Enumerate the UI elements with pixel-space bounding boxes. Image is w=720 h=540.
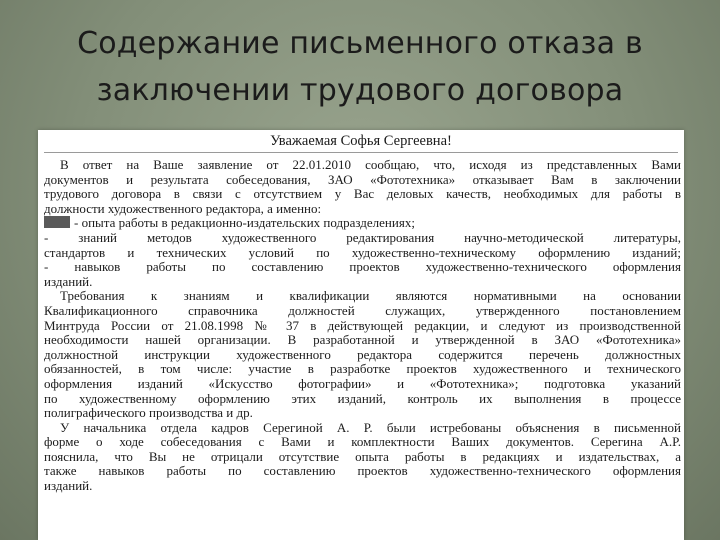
letter-line: по художественному оформлению этих изданий, контроль их выполнения в процессе — [44, 391, 681, 406]
letter-line: должностной инструкции художественного редактора содержится перечень должностных — [44, 347, 681, 362]
slide-title — [20, 20, 700, 114]
letter-line: Минтруда России от 21.08.1998 № 37 в действующей редакции, и следуют из производственной — [44, 318, 681, 333]
letter-line: стандартов и технических условий по художественно-техническому оформлению изданий; — [44, 245, 681, 260]
letter-line: - навыков работы по составлению проектов художественно-технического оформления — [44, 260, 681, 275]
letter-line: изданий. — [44, 274, 93, 289]
letter-line: полиграфического производства и др. — [44, 406, 253, 421]
letter-line: также навыков работы по составлению проектов художественно-технического оформления — [44, 464, 681, 479]
redaction-mark — [44, 216, 70, 228]
letter-line: - знаний методов художественного редактирования научно-методической литературы, — [44, 230, 681, 245]
letter-line: изданий. — [44, 479, 93, 494]
slide-title-line-2: заключении трудового договора — [96, 73, 624, 108]
letter-line: Требования к знаниям и квалификации являются нормативными на основании — [60, 289, 681, 304]
letter-line-redacted — [44, 216, 681, 231]
letter-line: должности художественного редактора, а именно: — [44, 201, 322, 216]
letter-line: У начальника отдела кадров Серегиной А. Р. были истребованы объяснения в письменной — [60, 420, 681, 435]
letter-body — [38, 153, 684, 494]
slide-title-line-1: Содержание письменного отказа в — [77, 26, 643, 61]
letter-line-text: - опыта работы в редакционно-издательских подразделениях; — [74, 216, 415, 231]
letter-line: документов и результата собеседования, ЗАО «Фототехника» отказывает Вам в заключении — [44, 172, 681, 187]
letter-document — [38, 130, 684, 540]
letter-line: необходимости нашей организации. В разработанной и утвержденной в ЗАО «Фототехника» — [44, 333, 681, 348]
letter-line: форме о ходе собеседования с Вами и комплектности Ваших документов. Серегина А.Р. — [44, 435, 681, 450]
letter-line: оформления изданий «Искусство фотографии» и «Фототехника»; подготовка указаний — [44, 376, 681, 391]
letter-line: В ответ на Ваше заявление от 22.01.2010 сообщаю, что, исходя из представленных Вами — [60, 158, 681, 172]
letter-line: трудового договора в связи с отсутствием у Вас деловых качеств, необходимых для работы в — [44, 187, 681, 202]
letter-salutation: Уважаемая Софья Сергеевна! — [44, 130, 678, 153]
letter-line: обязанностей, в том числе: участие в разработке проектов художественного и технического — [44, 362, 681, 377]
letter-line: Квалификационного справочника должностей служащих, утвержденного постановлением — [44, 303, 681, 318]
letter-line: пояснила, что Вы не отрицали отсутствие опыта работы в редакциях и издательствах, а — [44, 449, 681, 464]
